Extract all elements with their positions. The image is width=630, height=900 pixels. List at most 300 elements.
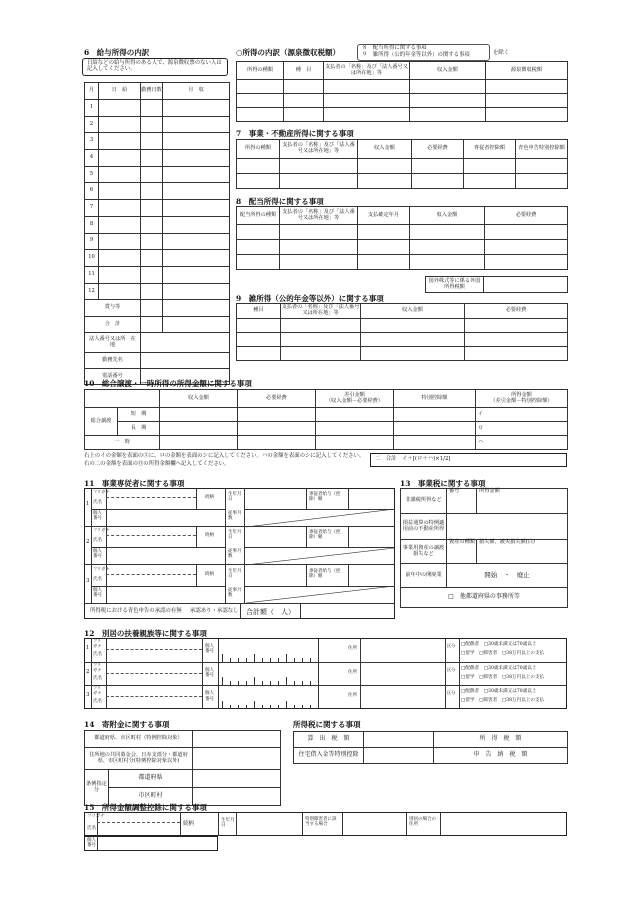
s6-day-pay[interactable] bbox=[99, 100, 141, 117]
s11-relation: 続柄 bbox=[205, 571, 214, 577]
s11-vline bbox=[106, 488, 107, 509]
s9-h-income: 収入金額 bbox=[361, 304, 465, 319]
s6-day-pay[interactable] bbox=[99, 266, 141, 283]
s6-days-worked[interactable] bbox=[141, 183, 163, 200]
s8-cell[interactable] bbox=[280, 255, 358, 270]
s11-name: 氏名 bbox=[93, 538, 102, 544]
s11-mynum: 個人番号 bbox=[93, 549, 102, 560]
s10-ro[interactable]: ロ bbox=[476, 422, 568, 436]
src-cell[interactable] bbox=[486, 80, 568, 94]
s8-cell[interactable] bbox=[358, 225, 410, 240]
s10-cell[interactable] bbox=[160, 422, 238, 436]
s11-relation: 続柄 bbox=[205, 533, 214, 539]
s15-mynum-v bbox=[97, 836, 98, 851]
s7-cell[interactable] bbox=[358, 174, 412, 189]
s8-cell[interactable] bbox=[280, 225, 358, 240]
s12-kubun: 区分 bbox=[447, 690, 456, 696]
s7-cell[interactable] bbox=[464, 174, 516, 189]
s7-cell[interactable] bbox=[280, 174, 358, 189]
s11-row-num: 1 bbox=[86, 501, 90, 507]
s6-days-worked[interactable] bbox=[141, 116, 163, 133]
s14-todofuken-field[interactable] bbox=[193, 770, 281, 788]
s13-loss-field[interactable] bbox=[447, 514, 568, 540]
s10-cell[interactable] bbox=[316, 408, 394, 422]
s15-furigana: フリガナ bbox=[87, 814, 105, 819]
s11-hline bbox=[244, 547, 395, 548]
s11-dash bbox=[106, 497, 196, 498]
s12-name: 氏名 bbox=[93, 652, 102, 657]
src-cell[interactable] bbox=[410, 80, 486, 94]
s15-v8 bbox=[440, 812, 441, 836]
s7-table bbox=[236, 139, 568, 189]
s6-days-worked[interactable] bbox=[141, 283, 163, 300]
s6-phone-label: 電話番号 bbox=[85, 369, 141, 385]
s10-cell[interactable] bbox=[316, 422, 394, 436]
s6-day-pay[interactable] bbox=[99, 133, 141, 150]
s6-day-pay[interactable] bbox=[99, 216, 141, 233]
s11-vline bbox=[348, 488, 349, 509]
s8-title: 8 配当所得に関する事項 bbox=[236, 197, 324, 206]
s6-month-num: 12 bbox=[85, 283, 99, 300]
s6-month-num: 1 bbox=[85, 100, 99, 117]
s13-start-v[interactable]: 開始 ・ 廃止 bbox=[447, 564, 568, 588]
s8-table bbox=[236, 206, 568, 270]
s10-h-amt-2: （差引金額－特別控除額） bbox=[490, 397, 553, 404]
s8-cell[interactable] bbox=[485, 225, 568, 240]
s6-day-pay[interactable] bbox=[99, 200, 141, 217]
s14-shiku: 市区町村 bbox=[109, 788, 193, 806]
s8-h-payer: 支払者の「名称」及び「法人番号又は所在地」等 bbox=[280, 207, 358, 225]
s9-cell[interactable] bbox=[281, 319, 361, 333]
s12-digit-tick bbox=[222, 654, 223, 662]
s10-r-sogo: 総合譲渡 bbox=[85, 408, 118, 436]
s11-months: 従事月数 bbox=[228, 587, 242, 598]
s8-cell[interactable] bbox=[410, 225, 485, 240]
s11-vline bbox=[225, 565, 226, 603]
s11-vline bbox=[106, 526, 107, 547]
stax-house: 住宅借入金等特別控除 bbox=[294, 748, 364, 764]
s6-note-text: 日給などの給与所得のある人で、源泉徴収票のない人は記入してください。 bbox=[87, 60, 222, 73]
s8-cell[interactable] bbox=[358, 240, 410, 255]
s8-cell[interactable] bbox=[410, 255, 485, 270]
s15-v2 bbox=[180, 812, 181, 836]
s12-vline bbox=[459, 685, 460, 709]
s6-days-worked[interactable] bbox=[141, 200, 163, 217]
s6-day-pay[interactable] bbox=[99, 283, 141, 300]
s11-mynum-field[interactable] bbox=[106, 547, 225, 564]
s12-vline bbox=[202, 638, 203, 662]
s13-other[interactable]: □ 他都道府県の事務所等 bbox=[401, 588, 568, 608]
s11-total-vline bbox=[240, 603, 241, 619]
s13-assets-h[interactable]: 資産の種類 bbox=[447, 540, 477, 564]
s6-month-income[interactable] bbox=[163, 250, 230, 267]
s10-formula: 二 合計 イ＋[(ロ＋ハ)×1/2] bbox=[375, 456, 451, 462]
s15-birth: 生年月日 bbox=[221, 818, 235, 829]
stax-house-field[interactable] bbox=[364, 748, 434, 764]
s12-furigana: フリガナ bbox=[93, 661, 102, 672]
stax-calc: 算 出 税 額 bbox=[294, 732, 364, 748]
s7-cell[interactable] bbox=[464, 159, 516, 174]
src-title: ○所得の内訳（源泉徴収税額） bbox=[236, 48, 341, 57]
src-cell[interactable] bbox=[486, 94, 568, 108]
s7-h-payer: 支払者の「名称」及び「法人番号又は所在地」等 bbox=[280, 140, 358, 159]
s12-opt1[interactable]: □配偶者 □30歳未満又は70歳以上 bbox=[461, 689, 537, 695]
s12-vline bbox=[445, 685, 446, 709]
s11-vline bbox=[244, 526, 245, 564]
s6-days-worked[interactable] bbox=[141, 100, 163, 117]
s6-total-days[interactable] bbox=[141, 317, 163, 333]
s11-dash bbox=[106, 574, 196, 575]
s6-day-pay[interactable] bbox=[99, 166, 141, 183]
s9-cell[interactable] bbox=[465, 347, 568, 361]
s6-month-income[interactable] bbox=[163, 133, 230, 150]
s8-cell[interactable] bbox=[237, 225, 280, 240]
s6-month-num: 11 bbox=[85, 266, 99, 283]
s6-h-pay: 日 給 bbox=[99, 83, 141, 100]
s11-row-num: 2 bbox=[86, 539, 90, 546]
s7-h-income: 収入金額 bbox=[358, 140, 412, 159]
s12-digit-tick bbox=[286, 654, 287, 662]
s10-cell[interactable] bbox=[160, 436, 238, 450]
s8-cell[interactable] bbox=[358, 255, 410, 270]
s12-digit-tick bbox=[310, 705, 311, 709]
s15-v6 bbox=[342, 812, 343, 836]
s6-payer-field[interactable] bbox=[141, 333, 230, 353]
s12-opt1[interactable]: □配偶者 □30歳未満又は70歳以上 bbox=[461, 642, 537, 647]
s12-digit-tick bbox=[286, 677, 287, 685]
src-cell[interactable] bbox=[237, 80, 284, 94]
s9-cell[interactable] bbox=[237, 333, 281, 347]
s12-row-num: 3 bbox=[86, 692, 90, 699]
s11-months: 従事月数 bbox=[228, 549, 242, 560]
s10-cell[interactable] bbox=[316, 436, 394, 450]
s6-day-pay[interactable] bbox=[99, 183, 141, 200]
s8-cell[interactable] bbox=[485, 255, 568, 270]
s7-cell[interactable] bbox=[358, 159, 412, 174]
s10-title: 10 総合譲渡・一時所得の所得金額に関する事項 bbox=[84, 379, 252, 388]
s12-dash bbox=[106, 696, 202, 697]
s6-month-income[interactable] bbox=[163, 150, 230, 167]
s6-month-income[interactable] bbox=[163, 100, 230, 117]
s7-cell[interactable] bbox=[516, 174, 568, 189]
s8-cell[interactable] bbox=[237, 255, 280, 270]
s6-day-pay[interactable] bbox=[99, 116, 141, 133]
s11-vline bbox=[196, 526, 197, 547]
s11-mynum-field[interactable] bbox=[106, 586, 225, 603]
s6-bonus-days[interactable] bbox=[141, 300, 163, 317]
s14-kyodo-field[interactable] bbox=[193, 748, 281, 770]
src-brace2: ９ 雑所得（公的年金等以外）の関する事項 bbox=[362, 52, 470, 58]
s7-h-blue: 青色申告特別控除額 bbox=[516, 140, 568, 159]
s11-wage: 専従者給与（控除）額 bbox=[309, 530, 341, 541]
s10-cell[interactable] bbox=[394, 422, 476, 436]
s10-h-diff-2: （収入金額－必要経費） bbox=[325, 397, 384, 404]
s6-note bbox=[82, 58, 228, 76]
s11-furigana: フリガナ bbox=[93, 527, 110, 533]
s15-addr: 別居の場合の住所 bbox=[409, 817, 436, 828]
src-cell[interactable] bbox=[410, 94, 486, 108]
s8-h-exp: 必要経費 bbox=[485, 207, 568, 225]
s6-days-worked[interactable] bbox=[141, 133, 163, 150]
s11-vline bbox=[225, 526, 226, 564]
s15-mynum: 個人番号 bbox=[87, 838, 96, 848]
s8-h-income: 収入金額 bbox=[410, 207, 485, 225]
s6-days-worked[interactable] bbox=[141, 150, 163, 167]
stax-calc-v: 所 得 税 額 bbox=[434, 732, 568, 748]
stax-table bbox=[293, 731, 568, 764]
stax-calc-field[interactable] bbox=[364, 732, 434, 748]
s10-cell[interactable] bbox=[394, 436, 476, 450]
s12-title: 12 別居の扶養親族等に関する事項 bbox=[84, 629, 207, 638]
s12-mynum: 個人番号 bbox=[205, 644, 214, 655]
src-cell[interactable] bbox=[237, 94, 284, 108]
s12-vline bbox=[360, 662, 361, 686]
s10-r-short: 短 期 bbox=[118, 408, 160, 422]
s10-cell[interactable] bbox=[394, 408, 476, 422]
s6-day-pay[interactable] bbox=[99, 150, 141, 167]
s6-total-income[interactable] bbox=[163, 317, 230, 333]
src-exclude: を除く bbox=[493, 50, 510, 56]
src-cell[interactable] bbox=[324, 108, 410, 122]
s13-assets-v[interactable]: 損失額、被災損失額(白) bbox=[477, 540, 568, 564]
src-table bbox=[236, 61, 568, 122]
s13-title: 13 事業税に関する事項 bbox=[400, 479, 486, 488]
s15-v3 bbox=[218, 812, 219, 836]
s10-cell[interactable] bbox=[160, 408, 238, 422]
s11-vline bbox=[225, 488, 226, 526]
s11-dash bbox=[106, 535, 196, 536]
s6-month-num: 9 bbox=[85, 233, 99, 250]
s15-relation: 続柄 bbox=[183, 821, 194, 827]
s12-opt1[interactable]: □配偶者 □30歳未満又は70歳以上 bbox=[461, 665, 537, 671]
s12-dash bbox=[106, 649, 202, 650]
s15-v1 bbox=[97, 812, 98, 836]
s11-hline bbox=[244, 586, 395, 587]
src-cell[interactable] bbox=[237, 108, 284, 122]
s6-month-income[interactable] bbox=[163, 116, 230, 133]
s10-h-diff-1: 差引金額 bbox=[344, 391, 365, 398]
s13-amt[interactable]: 所得金額 bbox=[477, 489, 568, 514]
s9-title: 9 雑所得（公的年金等以外）に関する事項 bbox=[236, 294, 384, 303]
s12-kubun: 区分 bbox=[447, 643, 456, 648]
s9-table bbox=[236, 303, 568, 361]
s12-digit-tick bbox=[222, 677, 223, 685]
s9-h-item: 種目 bbox=[237, 304, 281, 319]
s9-cell[interactable] bbox=[281, 333, 361, 347]
s9-cell[interactable] bbox=[281, 347, 361, 361]
s12-vline bbox=[445, 662, 446, 686]
s6-title: 6 給与所得の内訳 bbox=[84, 48, 150, 57]
s11-months: 従事月数 bbox=[228, 511, 242, 522]
s6-table bbox=[84, 82, 230, 385]
s11-vline bbox=[306, 565, 307, 586]
s10-h-exp: 必要経費 bbox=[238, 390, 316, 408]
s10-ha[interactable]: ハ bbox=[476, 436, 568, 450]
s6-month-income[interactable] bbox=[163, 216, 230, 233]
s7-cell[interactable] bbox=[412, 159, 464, 174]
s12-opt2[interactable]: □留学 □障害者 □38万円以上の支払 bbox=[461, 674, 545, 680]
s12-digit-tick bbox=[262, 705, 263, 709]
src-cell[interactable] bbox=[410, 108, 486, 122]
s9-cell[interactable] bbox=[237, 319, 281, 333]
s10-h-spec: 特別控除額 bbox=[394, 390, 476, 408]
s10-i[interactable]: イ bbox=[476, 408, 568, 422]
s11-pref-note: 所得税における青色申告の承認の有無 bbox=[90, 608, 182, 614]
s12-kubun: 区分 bbox=[447, 666, 456, 672]
s12-vline bbox=[318, 638, 319, 662]
s6-month-income[interactable] bbox=[163, 200, 230, 217]
s6-days-worked[interactable] bbox=[141, 266, 163, 283]
s11-vline bbox=[306, 526, 307, 547]
s13-num[interactable]: 番号 bbox=[447, 489, 477, 514]
s12-opt2[interactable]: □留学 □障害者 □38万円以上の支払 bbox=[461, 651, 545, 656]
s6-days-worked[interactable] bbox=[141, 166, 163, 183]
s14-pref: 都道府県、市区町村（特例控除対象） bbox=[85, 731, 193, 748]
s7-h-emp: 専従者控除額 bbox=[464, 140, 516, 159]
s10-formula-box bbox=[370, 453, 567, 467]
s7-cell[interactable] bbox=[237, 159, 280, 174]
s10-h-diff bbox=[316, 390, 394, 408]
s7-cell[interactable] bbox=[237, 174, 280, 189]
s7-h-type: 所得の種類 bbox=[237, 140, 280, 159]
s12-vline bbox=[459, 638, 460, 662]
s12-vline bbox=[91, 662, 92, 686]
s6-month-income[interactable] bbox=[163, 266, 230, 283]
s14-pref-field[interactable] bbox=[193, 731, 281, 748]
src-cell[interactable] bbox=[284, 108, 324, 122]
s7-cell[interactable] bbox=[412, 174, 464, 189]
s6-h-income: 月 収 bbox=[163, 83, 230, 100]
s6-day-pay[interactable] bbox=[99, 250, 141, 267]
src-h-type: 所得の種類 bbox=[237, 62, 284, 80]
s9-cell[interactable] bbox=[465, 333, 568, 347]
s12-digit-tick bbox=[254, 654, 255, 662]
s11-total-label: 合計額（ 人） bbox=[246, 608, 295, 616]
s12-vline bbox=[318, 662, 319, 686]
s6-days-worked[interactable] bbox=[141, 250, 163, 267]
s8-cell[interactable] bbox=[410, 240, 485, 255]
s12-mynum: 個人番号 bbox=[205, 667, 214, 678]
s12-vline bbox=[91, 685, 92, 709]
s13-table bbox=[400, 488, 568, 608]
s9-cell[interactable] bbox=[361, 319, 465, 333]
s11-wage: 専従者給与（控除）額 bbox=[309, 492, 341, 503]
s12-digit-tick bbox=[278, 705, 279, 709]
s11-total-vline2 bbox=[300, 603, 301, 619]
s10-note2: 右の二の金額を表面の⑪の所得金額欄へ記入してください。 bbox=[84, 461, 230, 467]
s11-furigana: フリガナ bbox=[93, 565, 110, 571]
s6-month-num: 10 bbox=[85, 250, 99, 267]
s12-digit-tick bbox=[254, 701, 255, 709]
s12-vline bbox=[459, 662, 460, 686]
s12-addr: 住所 bbox=[348, 646, 357, 651]
s9-cell[interactable] bbox=[237, 347, 281, 361]
src-cell[interactable] bbox=[486, 108, 568, 122]
s9-cell[interactable] bbox=[465, 319, 568, 333]
s15-title: 15 所得金額調整控除に関する事項 bbox=[84, 803, 207, 812]
s10-h-amt-1: 所得金額 bbox=[511, 391, 532, 398]
s11-relation: 続柄 bbox=[205, 495, 214, 500]
s12-digit-tick bbox=[302, 705, 303, 709]
s10-note1: 右上のイの金額を表面の③に、ロの金額を表面のシに記入してください。ハの金額を表面のシに記入してください。 bbox=[84, 453, 365, 459]
s8-cell[interactable] bbox=[280, 240, 358, 255]
s8-cell[interactable] bbox=[237, 240, 280, 255]
s6-bonus-income[interactable] bbox=[163, 300, 230, 317]
s12-vline bbox=[360, 638, 361, 662]
s10-cell[interactable] bbox=[238, 408, 316, 422]
src-cell[interactable] bbox=[324, 80, 410, 94]
src-h-tax: 源泉徴収税額 bbox=[486, 62, 568, 80]
s6-month-income[interactable] bbox=[163, 233, 230, 250]
s11-vline bbox=[244, 565, 245, 603]
s6-month-income[interactable] bbox=[163, 283, 230, 300]
src-h-income: 収入金額 bbox=[410, 62, 486, 80]
s9-cell[interactable] bbox=[361, 347, 465, 361]
s10-cell[interactable] bbox=[238, 436, 316, 450]
s9-cell[interactable] bbox=[361, 333, 465, 347]
s12-digit-tick bbox=[222, 701, 223, 709]
s6-h-month: 月 bbox=[85, 83, 99, 100]
s10-cell[interactable] bbox=[238, 422, 316, 436]
s11-vline bbox=[91, 565, 92, 603]
s7-cell[interactable] bbox=[516, 159, 568, 174]
s12-mynum-field[interactable] bbox=[218, 638, 318, 662]
src-brace1: ８ 配当所得に関する事項 bbox=[362, 45, 427, 51]
s6-month-income[interactable] bbox=[163, 183, 230, 200]
s11-birth: 生年月日 bbox=[228, 492, 242, 503]
s15-disabled: 特別障害者に該当する場合 bbox=[305, 817, 337, 828]
s14-title: 14 寄附金に関する事項 bbox=[84, 720, 170, 729]
s11-vline bbox=[196, 565, 197, 586]
s6-month-num: 3 bbox=[85, 133, 99, 150]
s13-loss: 損益通算の特例適用前の不動産所得 bbox=[401, 514, 447, 540]
s6-month-num: 2 bbox=[85, 116, 99, 133]
s11-mynum-field[interactable] bbox=[106, 509, 225, 526]
s6-month-income[interactable] bbox=[163, 166, 230, 183]
s7-cell[interactable] bbox=[280, 159, 358, 174]
s11-vline bbox=[91, 526, 92, 564]
s11-title: 11 事業専従者に関する事項 bbox=[84, 479, 185, 488]
src-cell[interactable] bbox=[324, 94, 410, 108]
s7-h-exp: 必要経費 bbox=[412, 140, 464, 159]
s12-opt2[interactable]: □留学 □障害者 □38万円以上の支払 bbox=[461, 698, 545, 704]
s8-foreign-field[interactable] bbox=[484, 277, 568, 293]
s11-wage: 専従者給与（控除）額 bbox=[309, 568, 341, 579]
s6-employer-field[interactable] bbox=[141, 353, 230, 369]
s13-assets: 事業用資産の譲渡損失など bbox=[401, 540, 447, 564]
s11-birth: 生年月日 bbox=[228, 568, 242, 579]
src-cell[interactable] bbox=[284, 80, 324, 94]
s6-day-pay[interactable] bbox=[99, 233, 141, 250]
s10-r-long: 長 期 bbox=[118, 422, 160, 436]
s12-mynum-field[interactable] bbox=[218, 685, 318, 709]
s15-v7 bbox=[406, 812, 407, 836]
s12-digit-tick bbox=[238, 705, 239, 709]
s12-mynum-field[interactable] bbox=[218, 662, 318, 686]
s12-dash bbox=[106, 673, 202, 674]
s6-payer-label: 法人番号又は所 在 地 bbox=[85, 333, 141, 353]
s6-month-num: 8 bbox=[85, 216, 99, 233]
s13-nontax: 非課税所得など bbox=[401, 489, 447, 514]
s8-h-date: 支払確定年月 bbox=[358, 207, 410, 225]
s6-days-worked[interactable] bbox=[141, 233, 163, 250]
s6-days-worked[interactable] bbox=[141, 216, 163, 233]
src-cell[interactable] bbox=[284, 94, 324, 108]
s7-title: 7 事業・不動産所得に関する事項 bbox=[236, 129, 354, 138]
s11-birth: 生年月日 bbox=[228, 530, 242, 541]
s8-cell[interactable] bbox=[485, 240, 568, 255]
s14-jorei: 条例指定分 bbox=[85, 770, 109, 806]
